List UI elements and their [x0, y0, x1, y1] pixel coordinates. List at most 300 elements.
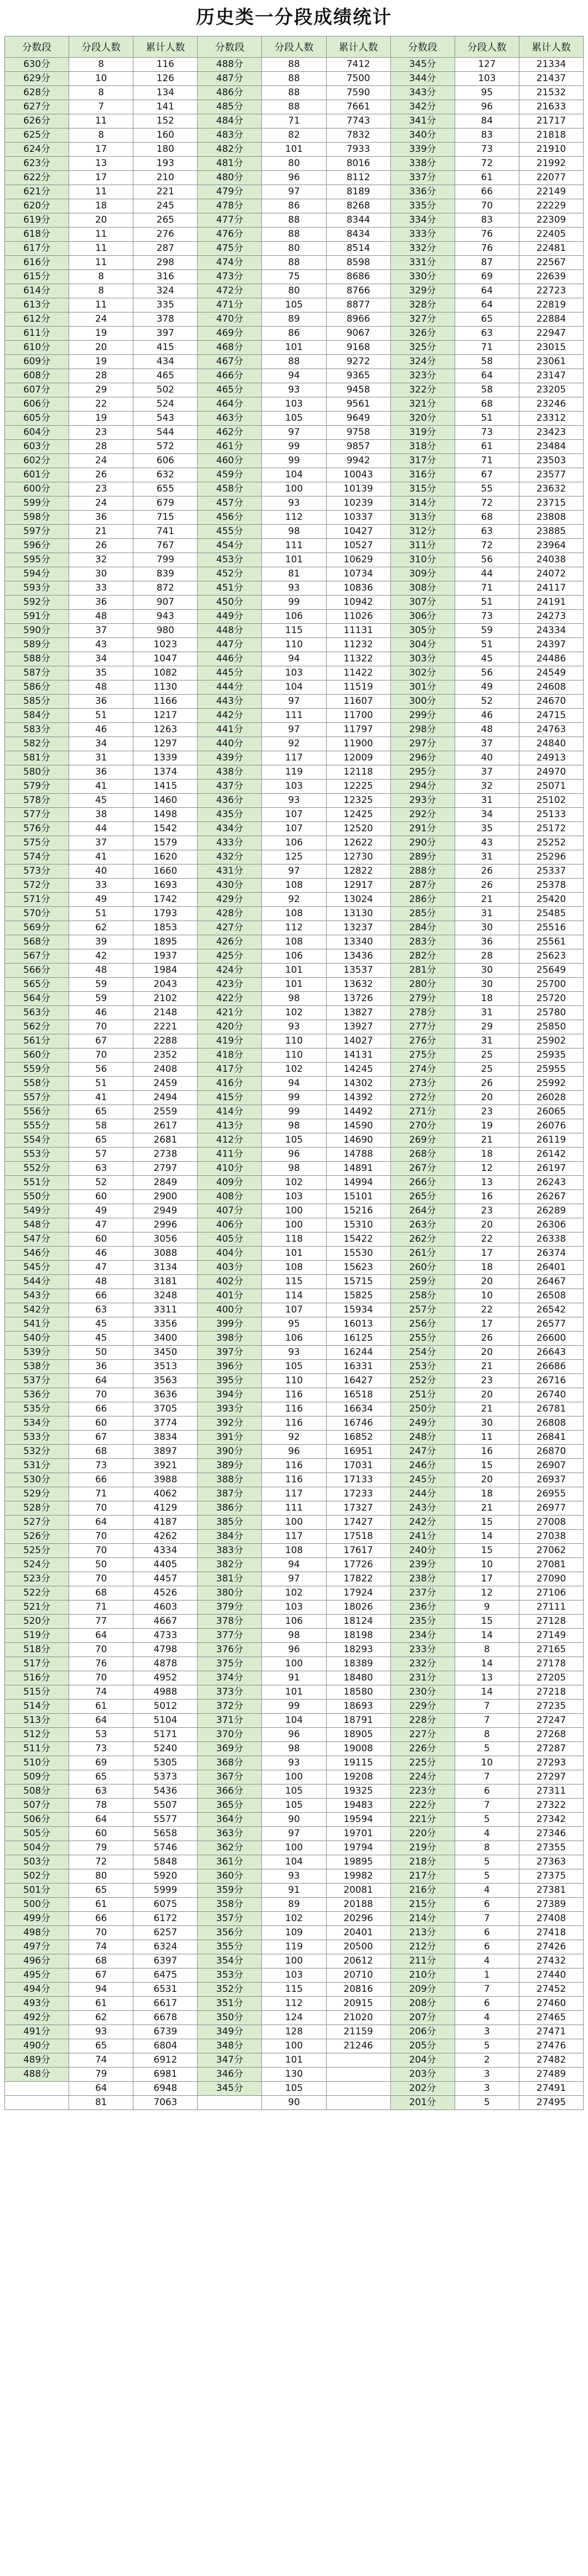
count-cell: 97	[262, 1827, 326, 1841]
count-cell: 31	[455, 907, 519, 921]
count-cell: 26	[455, 864, 519, 879]
cumulative-cell: 24715	[519, 709, 583, 723]
count-cell: 103	[262, 397, 326, 412]
count-cell: 108	[262, 879, 326, 893]
cumulative-cell: 316	[133, 270, 198, 284]
count-cell: 31	[455, 850, 519, 864]
score-cell: 346分	[198, 2068, 262, 2082]
count-cell: 60	[69, 1232, 133, 1247]
score-cell: 488分	[198, 58, 262, 72]
score-cell: 395分	[198, 1374, 262, 1388]
count-cell: 100	[262, 1657, 326, 1671]
count-cell: 106	[262, 949, 326, 964]
count-cell: 7	[455, 1714, 519, 1728]
count-cell: 8	[69, 270, 133, 284]
count-cell: 48	[69, 1275, 133, 1289]
count-cell: 64	[455, 284, 519, 298]
cumulative-cell: 27389	[519, 1898, 583, 1912]
count-cell: 5	[455, 1813, 519, 1827]
count-cell: 104	[262, 680, 326, 695]
score-cell: 219分	[390, 1841, 455, 1855]
cumulative-cell: 679	[133, 496, 198, 511]
table-row	[5, 511, 584, 525]
table-row	[5, 383, 584, 397]
header-score-1: 分数段	[5, 36, 69, 58]
score-cell: 622分	[5, 171, 69, 185]
cumulative-cell: 7412	[326, 58, 390, 72]
cumulative-cell: 3834	[133, 1431, 198, 1445]
cumulative-cell: 14027	[326, 1034, 390, 1048]
score-cell: 322分	[390, 383, 455, 397]
cumulative-cell: 25420	[519, 893, 583, 907]
count-cell: 104	[262, 468, 326, 482]
score-cell: 463分	[198, 412, 262, 426]
score-cell: 459分	[198, 468, 262, 482]
cumulative-cell: 27491	[519, 2082, 583, 2096]
score-cell: 423分	[198, 978, 262, 992]
table-row	[5, 1034, 584, 1048]
cumulative-cell: 27297	[519, 1770, 583, 1784]
count-cell: 76	[455, 228, 519, 242]
count-cell: 111	[262, 709, 326, 723]
count-cell: 21	[455, 893, 519, 907]
count-cell: 58	[69, 1119, 133, 1133]
cumulative-cell: 17617	[326, 1544, 390, 1558]
cumulative-cell: 1742	[133, 893, 198, 907]
count-cell: 101	[262, 964, 326, 978]
count-cell: 92	[262, 737, 326, 751]
score-cell: 252分	[390, 1374, 455, 1388]
count-cell: 62	[69, 921, 133, 935]
score-cell: 374分	[198, 1671, 262, 1685]
cumulative-cell: 16852	[326, 1431, 390, 1445]
count-cell: 95	[262, 1317, 326, 1332]
table-row	[5, 284, 584, 298]
score-cell: 518分	[5, 1643, 69, 1657]
score-cell: 384分	[198, 1530, 262, 1544]
score-cell: 615分	[5, 270, 69, 284]
score-cell: 490分	[5, 2039, 69, 2053]
score-cell: 314分	[390, 496, 455, 511]
score-cell: 449分	[198, 610, 262, 624]
table-row	[5, 369, 584, 383]
cumulative-cell: 502	[133, 383, 198, 397]
table-row	[5, 765, 584, 780]
count-cell: 97	[262, 695, 326, 709]
count-cell: 116	[262, 1416, 326, 1431]
cumulative-cell: 12225	[326, 780, 390, 794]
score-cell: 254分	[390, 1346, 455, 1360]
count-cell: 14	[455, 1629, 519, 1643]
count-cell: 116	[262, 1402, 326, 1416]
score-cell: 246分	[390, 1459, 455, 1473]
cumulative-cell: 4062	[133, 1487, 198, 1501]
count-cell: 96	[262, 1445, 326, 1459]
score-cell: 204分	[390, 2053, 455, 2068]
score-cell: 460分	[198, 454, 262, 468]
score-cell: 400分	[198, 1303, 262, 1317]
cumulative-cell: 606	[133, 454, 198, 468]
score-cell: 600分	[5, 482, 69, 496]
count-cell: 11	[69, 228, 133, 242]
count-cell: 64	[69, 1629, 133, 1643]
count-cell: 94	[262, 369, 326, 383]
score-cell: 440分	[198, 737, 262, 751]
count-cell: 16	[455, 1190, 519, 1204]
cumulative-cell: 5171	[133, 1728, 198, 1742]
table-row	[5, 397, 584, 412]
count-cell: 40	[69, 864, 133, 879]
score-cell: 587分	[5, 666, 69, 680]
score-cell: 489分	[5, 2053, 69, 2068]
table-row	[5, 199, 584, 213]
count-cell: 103	[262, 1968, 326, 1983]
cumulative-cell: 27408	[519, 1912, 583, 1926]
score-cell: 559分	[5, 1063, 69, 1077]
cumulative-cell: 4878	[133, 1657, 198, 1671]
count-cell: 30	[455, 964, 519, 978]
cumulative-cell: 221	[133, 185, 198, 199]
cumulative-cell: 1217	[133, 709, 198, 723]
table-row	[5, 58, 584, 72]
score-cell: 527分	[5, 1516, 69, 1530]
count-cell: 36	[69, 1360, 133, 1374]
table-row	[5, 242, 584, 256]
cumulative-cell: 18124	[326, 1615, 390, 1629]
score-cell: 448分	[198, 624, 262, 638]
count-cell: 99	[262, 1091, 326, 1105]
count-cell: 33	[69, 879, 133, 893]
score-cell: 621分	[5, 185, 69, 199]
cumulative-cell: 1937	[133, 949, 198, 964]
cumulative-cell: 27149	[519, 1629, 583, 1643]
cumulative-cell: 3636	[133, 1388, 198, 1402]
score-cell: 392分	[198, 1416, 262, 1431]
count-cell: 2	[455, 2053, 519, 2068]
score-cell: 554分	[5, 1133, 69, 1148]
count-cell: 106	[262, 1332, 326, 1346]
score-cell: 569分	[5, 921, 69, 935]
table-row	[5, 1501, 584, 1516]
score-cell: 327分	[390, 312, 455, 327]
score-cell: 443分	[198, 695, 262, 709]
score-cell: 603分	[5, 440, 69, 454]
count-cell: 112	[262, 921, 326, 935]
cumulative-cell: 7500	[326, 72, 390, 86]
count-cell: 36	[69, 511, 133, 525]
count-cell: 109	[262, 1926, 326, 1940]
table-row	[5, 2096, 584, 2110]
table-row	[5, 1643, 584, 1657]
cumulative-cell: 20816	[326, 1983, 390, 1997]
score-cell: 493分	[5, 1997, 69, 2011]
score-cell: 507分	[5, 1799, 69, 1813]
score-cell: 425分	[198, 949, 262, 964]
cumulative-cell: 10942	[326, 596, 390, 610]
score-cell	[5, 2096, 69, 2110]
table-row	[5, 822, 584, 836]
cumulative-cell: 6475	[133, 1968, 198, 1983]
score-cell: 331分	[390, 256, 455, 270]
score-cell: 273分	[390, 1077, 455, 1091]
count-cell: 65	[69, 2039, 133, 2053]
cumulative-cell: 26401	[519, 1261, 583, 1275]
score-cell: 323分	[390, 369, 455, 383]
cumulative-cell: 3356	[133, 1317, 198, 1332]
count-cell: 15	[455, 1459, 519, 1473]
score-cell: 340分	[390, 128, 455, 143]
cumulative-cell: 9168	[326, 341, 390, 355]
count-cell: 112	[262, 1997, 326, 2011]
cumulative-cell: 27426	[519, 1940, 583, 1954]
cumulative-cell: 19325	[326, 1784, 390, 1799]
count-cell: 69	[455, 270, 519, 284]
cumulative-cell: 26076	[519, 1119, 583, 1133]
cumulative-cell: 12520	[326, 822, 390, 836]
cumulative-cell: 16518	[326, 1388, 390, 1402]
table-row	[5, 1742, 584, 1756]
count-cell: 6	[455, 1997, 519, 2011]
score-cell: 408分	[198, 1190, 262, 1204]
score-cell: 464分	[198, 397, 262, 412]
score-cell: 457分	[198, 496, 262, 511]
table-row	[5, 426, 584, 440]
count-cell: 125	[262, 850, 326, 864]
score-cell: 343分	[390, 86, 455, 100]
cumulative-cell: 4334	[133, 1544, 198, 1558]
score-cell: 257分	[390, 1303, 455, 1317]
cumulative-cell: 24486	[519, 652, 583, 666]
table-row	[5, 298, 584, 312]
count-cell: 66	[69, 1473, 133, 1487]
table-row	[5, 1445, 584, 1459]
count-cell: 102	[262, 1586, 326, 1600]
count-cell: 5	[455, 2096, 519, 2110]
score-cell: 595分	[5, 553, 69, 567]
score-cell: 229分	[390, 1700, 455, 1714]
cumulative-cell: 16244	[326, 1346, 390, 1360]
cumulative-cell: 2352	[133, 1048, 198, 1063]
score-cell: 510分	[5, 1756, 69, 1770]
score-cell: 318分	[390, 440, 455, 454]
count-cell: 56	[455, 553, 519, 567]
cumulative-cell: 15715	[326, 1275, 390, 1289]
score-cell: 320分	[390, 412, 455, 426]
score-cell: 244分	[390, 1487, 455, 1501]
count-cell: 128	[262, 2025, 326, 2039]
cumulative-cell: 26142	[519, 1148, 583, 1162]
cumulative-cell: 378	[133, 312, 198, 327]
count-cell: 48	[69, 964, 133, 978]
score-cell: 452分	[198, 567, 262, 581]
score-cell: 394分	[198, 1388, 262, 1402]
score-cell: 321分	[390, 397, 455, 412]
score-cell: 450分	[198, 596, 262, 610]
count-cell: 100	[262, 1204, 326, 1218]
cumulative-cell: 655	[133, 482, 198, 496]
cumulative-cell: 15530	[326, 1247, 390, 1261]
score-cell: 383分	[198, 1544, 262, 1558]
cumulative-cell: 27062	[519, 1544, 583, 1558]
cumulative-cell: 19115	[326, 1756, 390, 1770]
score-cell: 628分	[5, 86, 69, 100]
cumulative-cell: 7063	[133, 2096, 198, 2110]
score-cell: 357分	[198, 1912, 262, 1926]
score-cell: 558分	[5, 1077, 69, 1091]
score-cell: 610分	[5, 341, 69, 355]
cumulative-cell: 17822	[326, 1572, 390, 1586]
count-cell: 41	[69, 780, 133, 794]
count-cell: 110	[262, 1048, 326, 1063]
cumulative-cell: 6912	[133, 2053, 198, 2068]
cumulative-cell: 5999	[133, 1884, 198, 1898]
score-cell: 501分	[5, 1884, 69, 1898]
count-cell: 105	[262, 412, 326, 426]
cumulative-cell: 22819	[519, 298, 583, 312]
count-cell: 100	[262, 1954, 326, 1968]
score-cell: 567分	[5, 949, 69, 964]
table-row	[5, 1459, 584, 1473]
count-cell: 25	[455, 1063, 519, 1077]
count-cell: 72	[69, 1855, 133, 1869]
score-cell: 397分	[198, 1346, 262, 1360]
score-cell: 491分	[5, 2025, 69, 2039]
cumulative-cell: 126	[133, 72, 198, 86]
cumulative-cell: 11519	[326, 680, 390, 695]
table-row	[5, 1063, 584, 1077]
count-cell: 66	[69, 1289, 133, 1303]
cumulative-cell: 11797	[326, 723, 390, 737]
score-cell: 550分	[5, 1190, 69, 1204]
cumulative-cell: 23423	[519, 426, 583, 440]
score-cell: 401分	[198, 1289, 262, 1303]
count-cell: 36	[69, 695, 133, 709]
cumulative-cell: 6172	[133, 1912, 198, 1926]
table-row	[5, 1374, 584, 1388]
count-cell: 20	[455, 1473, 519, 1487]
score-cell: 439分	[198, 751, 262, 765]
cumulative-cell: 2459	[133, 1077, 198, 1091]
cumulative-cell: 943	[133, 610, 198, 624]
cumulative-cell: 26119	[519, 1133, 583, 1148]
cumulative-cell: 25649	[519, 964, 583, 978]
table-row	[5, 2068, 584, 2082]
count-cell: 63	[455, 327, 519, 341]
count-cell: 70	[69, 1048, 133, 1063]
count-cell: 93	[262, 383, 326, 397]
cumulative-cell: 2681	[133, 1133, 198, 1148]
cumulative-cell: 25378	[519, 879, 583, 893]
count-cell: 68	[69, 1586, 133, 1600]
score-cell: 387分	[198, 1487, 262, 1501]
count-cell: 21	[455, 1501, 519, 1516]
score-cell: 574分	[5, 850, 69, 864]
score-cell: 495分	[5, 1968, 69, 1983]
table-row	[5, 680, 584, 695]
score-cell: 398分	[198, 1332, 262, 1346]
count-cell: 95	[455, 86, 519, 100]
count-cell: 13	[455, 1671, 519, 1685]
score-cell: 302分	[390, 666, 455, 680]
table-row	[5, 638, 584, 652]
score-cell: 317分	[390, 454, 455, 468]
count-cell: 7	[455, 1912, 519, 1926]
score-cell: 605分	[5, 412, 69, 426]
cumulative-cell: 26808	[519, 1416, 583, 1431]
score-cell: 619分	[5, 213, 69, 228]
cumulative-cell: 26338	[519, 1232, 583, 1247]
count-cell: 58	[455, 383, 519, 397]
score-cell: 444分	[198, 680, 262, 695]
cumulative-cell: 27346	[519, 1827, 583, 1841]
cumulative-cell: 14788	[326, 1148, 390, 1162]
table-row	[5, 496, 584, 511]
count-cell: 100	[262, 2039, 326, 2053]
table-row	[5, 1360, 584, 1374]
score-cell: 596分	[5, 539, 69, 553]
table-row	[5, 567, 584, 581]
score-cell: 525分	[5, 1544, 69, 1558]
table-row	[5, 751, 584, 765]
cumulative-cell: 5577	[133, 1813, 198, 1827]
table-row	[5, 907, 584, 921]
score-cell: 477分	[198, 213, 262, 228]
table-row	[5, 1926, 584, 1940]
count-cell: 97	[262, 864, 326, 879]
score-cell: 271分	[390, 1105, 455, 1119]
count-cell: 30	[455, 921, 519, 935]
count-cell: 68	[455, 397, 519, 412]
score-cell	[5, 2082, 69, 2096]
count-cell: 63	[455, 525, 519, 539]
cumulative-cell: 1579	[133, 836, 198, 850]
score-cell: 361分	[198, 1855, 262, 1869]
cumulative-cell: 14590	[326, 1119, 390, 1133]
score-cell: 242分	[390, 1516, 455, 1530]
score-cell: 611分	[5, 327, 69, 341]
score-cell: 211分	[390, 1954, 455, 1968]
score-cell: 590分	[5, 624, 69, 638]
count-cell: 24	[69, 496, 133, 511]
score-cell: 268分	[390, 1148, 455, 1162]
count-cell: 70	[69, 1643, 133, 1657]
cumulative-cell: 741	[133, 525, 198, 539]
table-row	[5, 1770, 584, 1784]
table-row	[5, 709, 584, 723]
score-cell: 438分	[198, 765, 262, 780]
cumulative-cell: 12917	[326, 879, 390, 893]
table-row	[5, 1487, 584, 1501]
count-cell: 99	[262, 596, 326, 610]
score-cell: 488分	[5, 2068, 69, 2082]
cumulative-cell: 7661	[326, 100, 390, 114]
cumulative-cell: 26197	[519, 1162, 583, 1176]
score-cell: 580分	[5, 765, 69, 780]
count-cell: 47	[69, 1218, 133, 1232]
count-cell: 75	[262, 270, 326, 284]
count-cell: 100	[262, 1516, 326, 1530]
cumulative-cell: 20401	[326, 1926, 390, 1940]
cumulative-cell: 26643	[519, 1346, 583, 1360]
cumulative-cell: 6981	[133, 2068, 198, 2082]
table-row	[5, 1586, 584, 1600]
cumulative-cell: 24334	[519, 624, 583, 638]
cumulative-cell: 25133	[519, 808, 583, 822]
count-cell: 112	[262, 511, 326, 525]
score-cell: 597分	[5, 525, 69, 539]
count-cell: 93	[262, 496, 326, 511]
score-cell: 245分	[390, 1473, 455, 1487]
